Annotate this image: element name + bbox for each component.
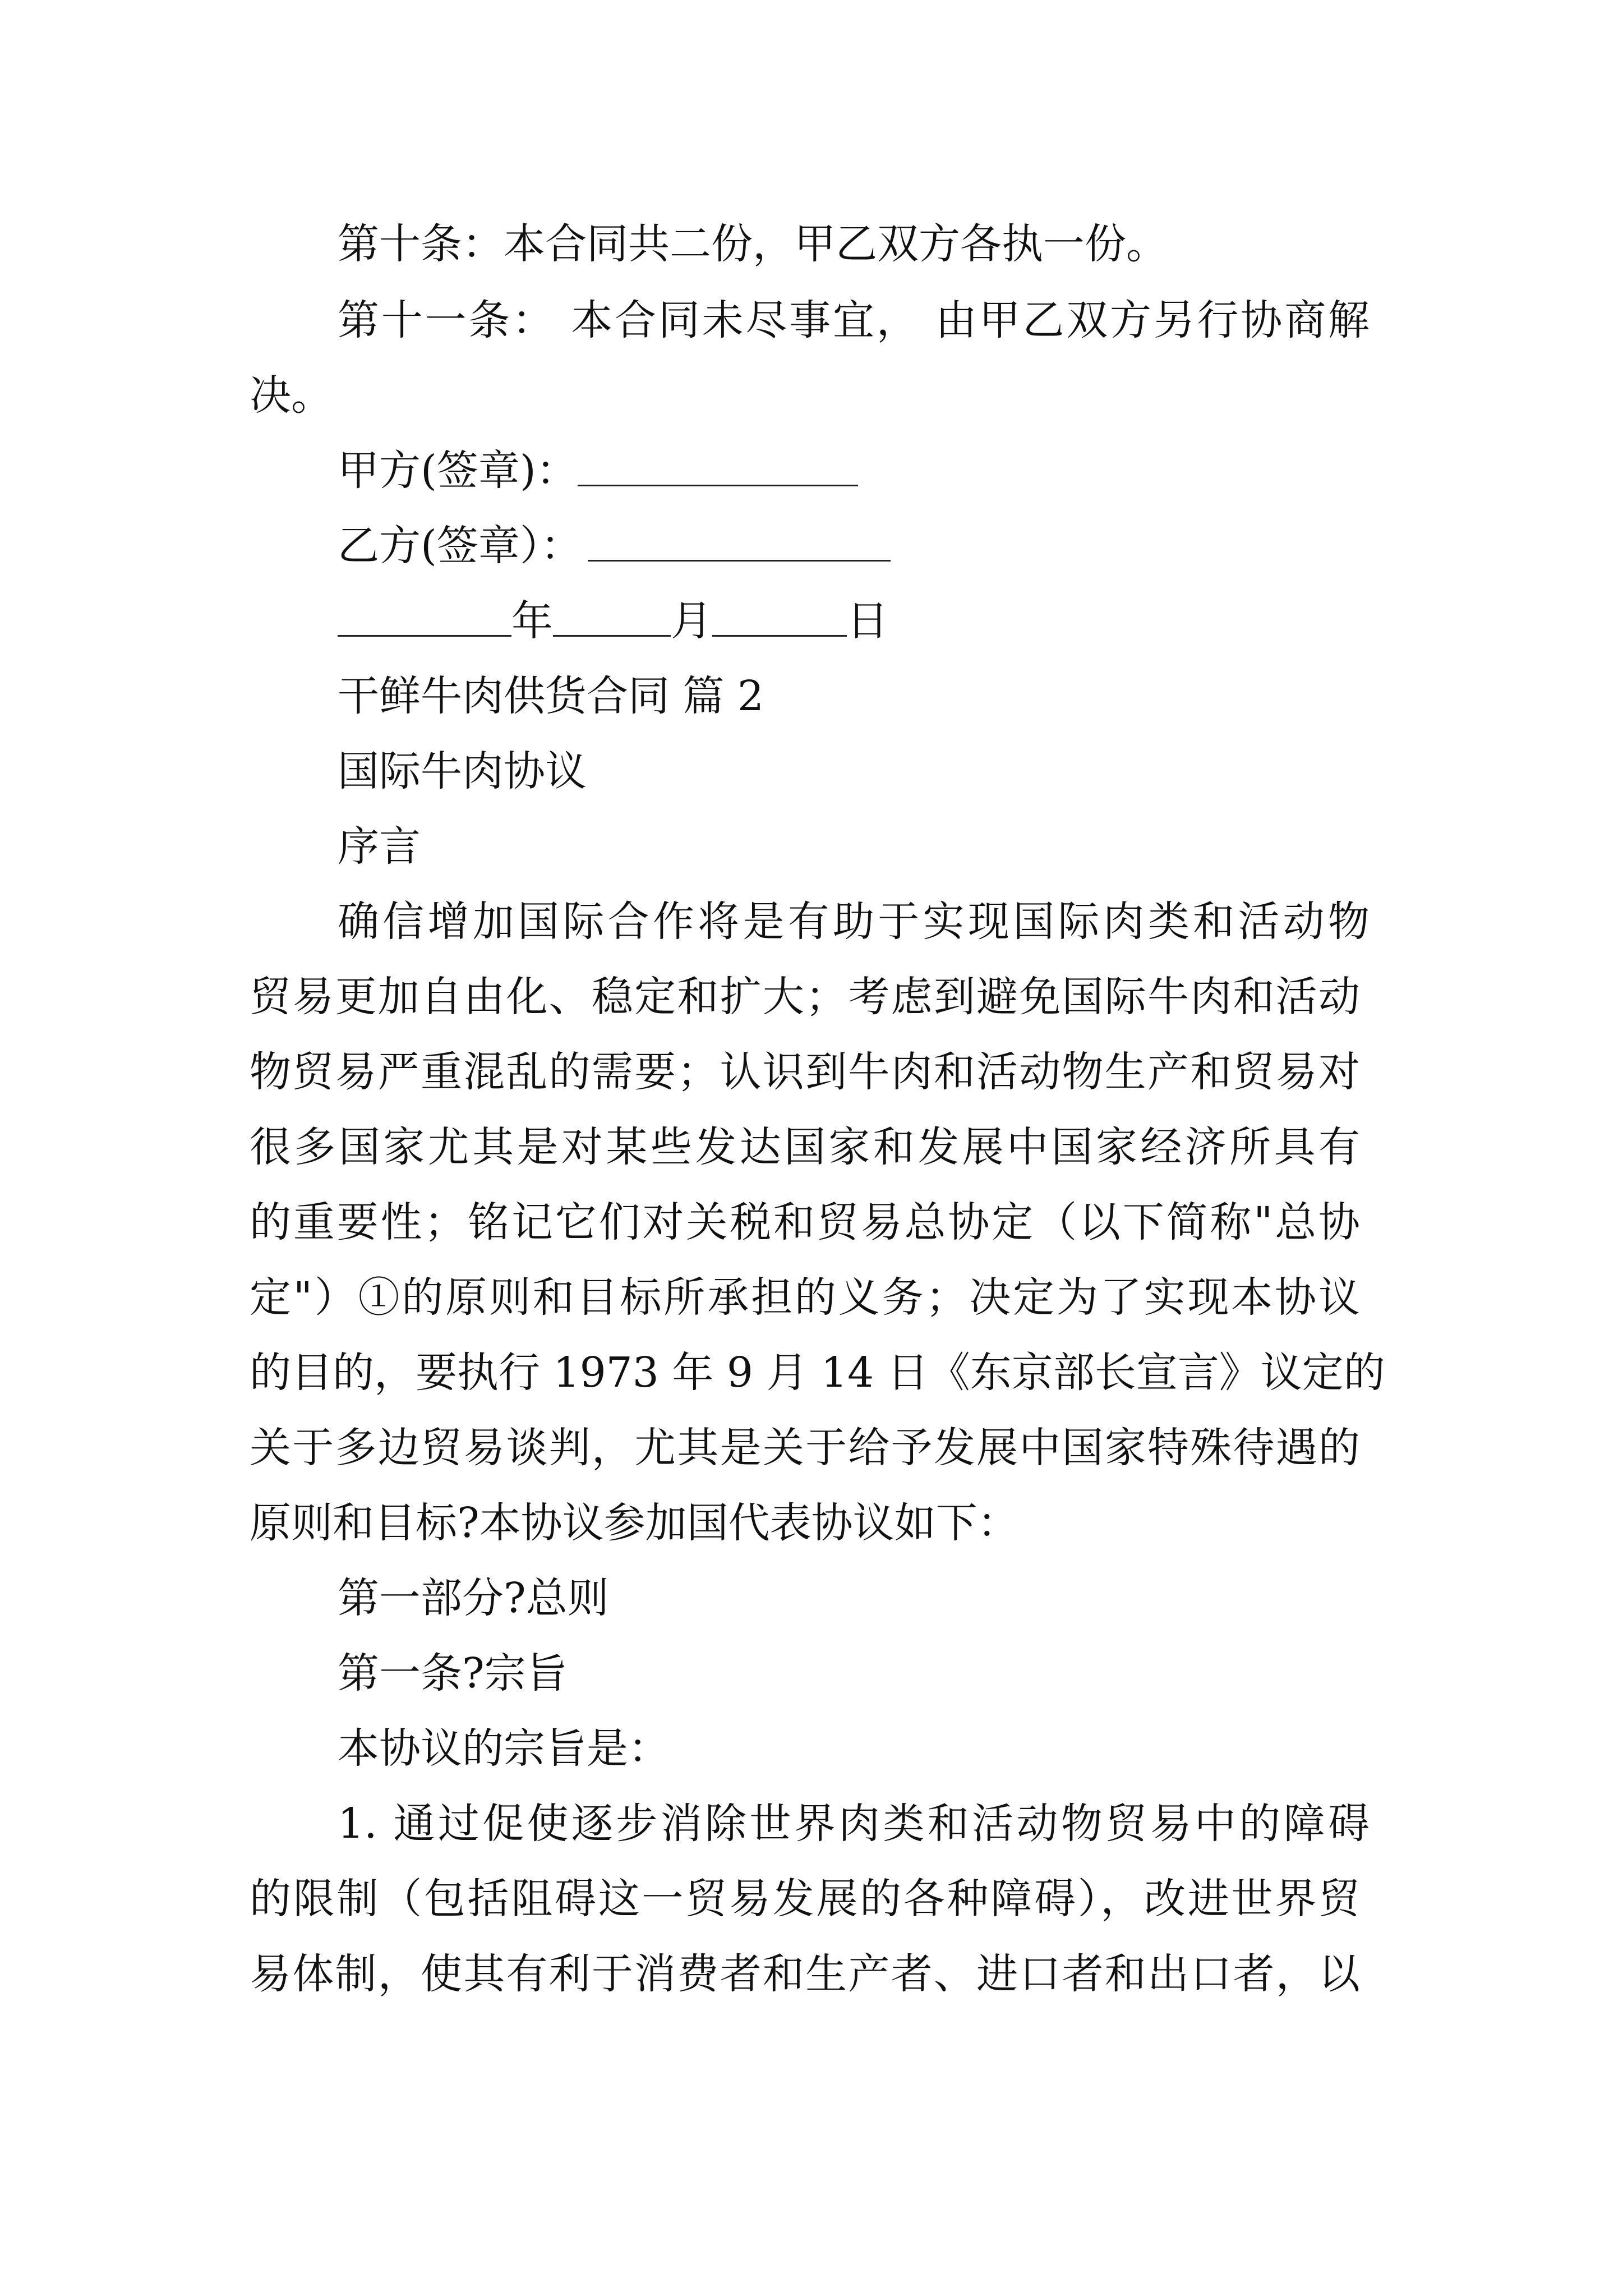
preface-line: 关于多边贸易谈判，尤其是关于给予发展中国家特殊待遇的 xyxy=(250,1424,1360,1472)
preface-line: 定"）①的原则和目标所承担的义务；决定为了实现本协议 xyxy=(250,1273,1360,1322)
party-a-label: 甲方(签章)： xyxy=(338,447,578,495)
preface-line: 的重要性；铭记它们对关税和贸易总协定（以下简称"总协 xyxy=(250,1198,1360,1246)
item-1-line: 易体制，使其有利于消费者和生产者、进口者和出口者，以 xyxy=(250,1950,1360,1998)
month-label: 月 xyxy=(671,597,712,645)
preface-line: 贸易更加自由化、稳定和扩大；考虑到避免国际牛肉和活动 xyxy=(250,973,1360,1021)
article-10: 第十条：本合同共二份，甲乙双方各执一份。 xyxy=(338,220,1168,268)
article-1-heading: 第一条?宗旨 xyxy=(338,1649,568,1697)
preface-line-last: 原则和目标?本协议参加国代表协议如下： xyxy=(250,1499,1019,1547)
article-11-line1: 第十一条： 本合同未尽事宜， 由甲乙双方另行协商解 xyxy=(338,296,1370,344)
preface-line: 的目的，要执行 1973 年 9 月 14 日《东京部长宣言》议定的 xyxy=(250,1349,1385,1397)
party-a-signature-line xyxy=(0,443,1623,499)
month-blank xyxy=(553,593,671,649)
date-line xyxy=(0,593,1623,649)
preface-line: 物贸易严重混乱的需要；认识到牛肉和活动物生产和贸易对 xyxy=(250,1048,1360,1096)
party-a-signature-blank xyxy=(578,443,858,499)
purpose-intro: 本协议的宗旨是： xyxy=(338,1724,670,1773)
item-1-line: 1. 通过促使逐步消除世界肉类和活动物贸易中的障碍 xyxy=(338,1800,1370,1848)
section-title: 干鲜牛肉供货合同 篇 2 xyxy=(338,672,764,720)
year-blank xyxy=(338,593,511,649)
party-b-label: 乙方(签章）： xyxy=(338,522,582,570)
article-11-line2: 决。 xyxy=(250,371,333,420)
part-1-heading: 第一部分?总则 xyxy=(338,1574,609,1622)
day-label: 日 xyxy=(847,597,888,645)
agreement-title: 国际牛肉协议 xyxy=(338,747,587,795)
party-b-signature-blank xyxy=(588,518,891,574)
preface-heading: 序言 xyxy=(338,822,421,871)
item-1-line: 的限制（包括阻碍这一贸易发展的各种障碍），改进世界贸 xyxy=(250,1875,1360,1923)
year-label: 年 xyxy=(511,597,553,645)
day-blank xyxy=(712,593,847,649)
party-b-signature-line xyxy=(0,518,1623,574)
preface-line: 很多国家尤其是对某些发达国家和发展中国家经济所具有 xyxy=(250,1123,1360,1171)
preface-line: 确信增加国际合作将是有助于实现国际肉类和活动物 xyxy=(338,898,1370,946)
